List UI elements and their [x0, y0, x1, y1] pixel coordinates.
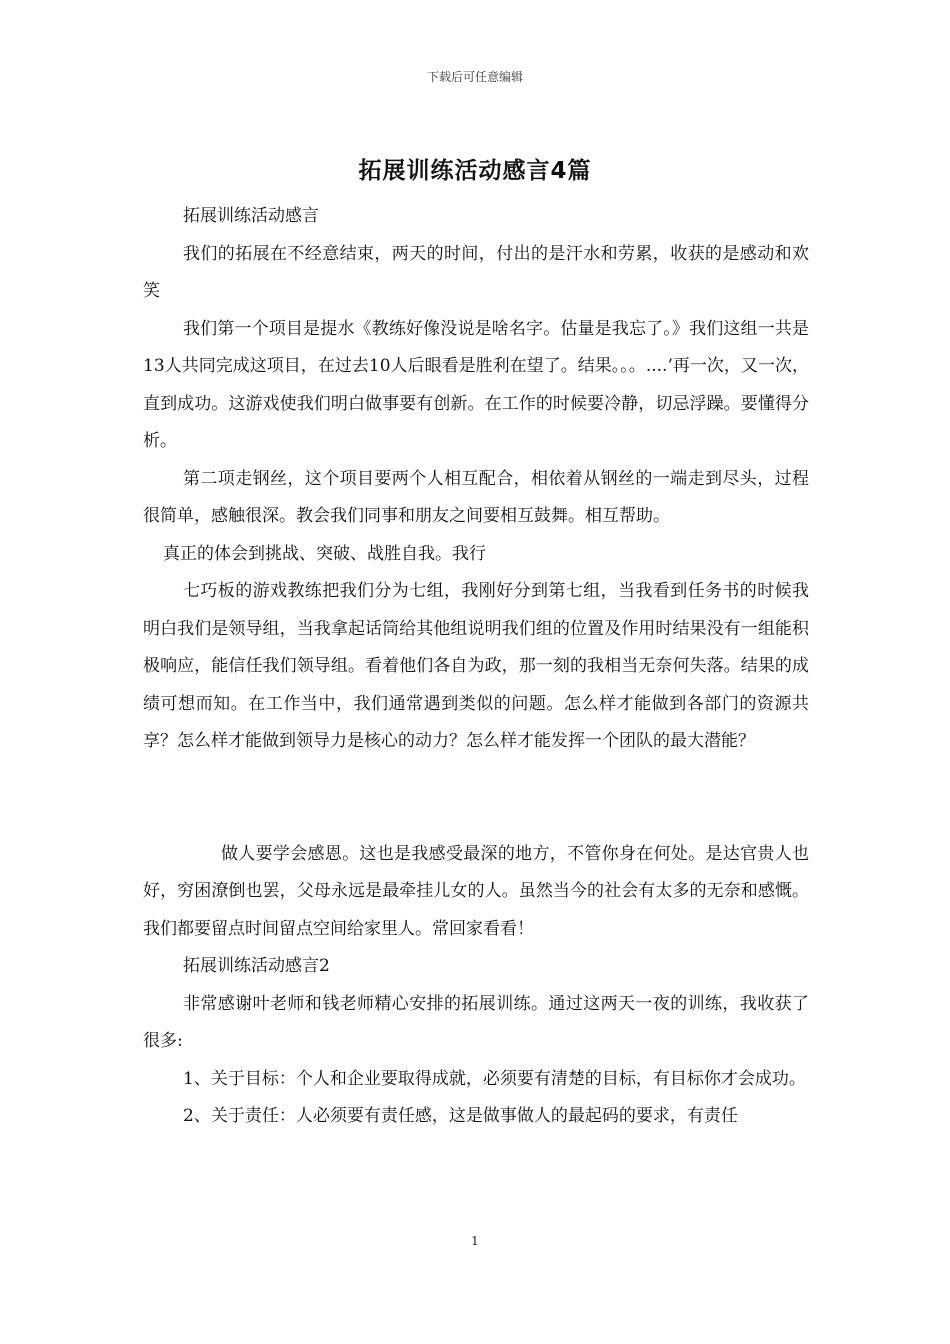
paragraph: 七巧板的游戏教练把我们分为七组，我刚好分到第七组，当我看到任务书的时候我明白我们是领导组，当我拿起话筒给其他组说明我们组的位置及作用时结果没有一组能积极响应，能信任我们领导组。看着他们各自为政，那一刻的我相当无奈何失落。结果的成绩可想而知。在工作当中，我们通常遇到类似的问题。怎么样才能做到各部门的资源共享？怎么样才能做到领导力是核心的动力？怎么样才能发挥一个团队的最大潜能？ — [143, 581, 809, 751]
paragraph-subtitle-2: 拓展训练活动感言2 — [183, 956, 330, 976]
paragraph: 做人要学会感恩。这也是我感受最深的地方，不管你身在何处。是达官贵人也好，穷困潦倒也罢，父母永远是最牵挂儿女的人。虽然当今的社会有太多的无奈和感慨。我们都要留点时间留点空间给家里人。常回家看看！ — [143, 843, 809, 939]
paragraph: 我们的拓展在不经意结束，两天的时间，付出的是汗水和劳累，收获的是感动和欢笑 — [143, 243, 809, 301]
paragraph: 非常感谢叶老师和钱老师精心安排的拓展训练。通过这两天一夜的训练，我收获了很多: — [143, 993, 809, 1051]
page-title: 拓展训练活动感言4篇 — [358, 158, 592, 184]
paragraph: 我们第一个项目是提水《教练好像没说是啥名字。估量是我忘了。》我们这组一共是13人共同完成这项目，在过去10人后眼看是胜利在望了。结果。。。....’再一次，又一次，直到成功。这游戏使我们明白做事要有创新。在工作的时候要冷静，切忌浮躁。要懂得分析。 — [143, 318, 809, 451]
list-item: 1、关于目标：个人和企业要取得成就，必须要有清楚的目标，有目标你才会成功。 — [183, 1068, 806, 1089]
list-item: 2、关于责任：人必须要有责任感，这是做事做人的最起码的要求，有责任 — [183, 1106, 738, 1126]
document-body — [143, 198, 809, 1136]
blank-space — [143, 761, 809, 836]
paragraph: 第二项走钢丝，这个项目要两个人相互配合，相依着从钢丝的一端走到尽头，过程很简单，感触很深。教会我们同事和朋友之间要相互鼓舞。相互帮助。 — [143, 468, 809, 526]
page-number: 1 — [471, 1234, 479, 1248]
paragraph-subtitle-1: 拓展训练活动感言 — [183, 206, 319, 226]
header-note: 下载后可任意编辑 — [426, 70, 523, 84]
paragraph: 真正的体会到挑战、突破、战胜自我。我行 — [163, 543, 486, 564]
